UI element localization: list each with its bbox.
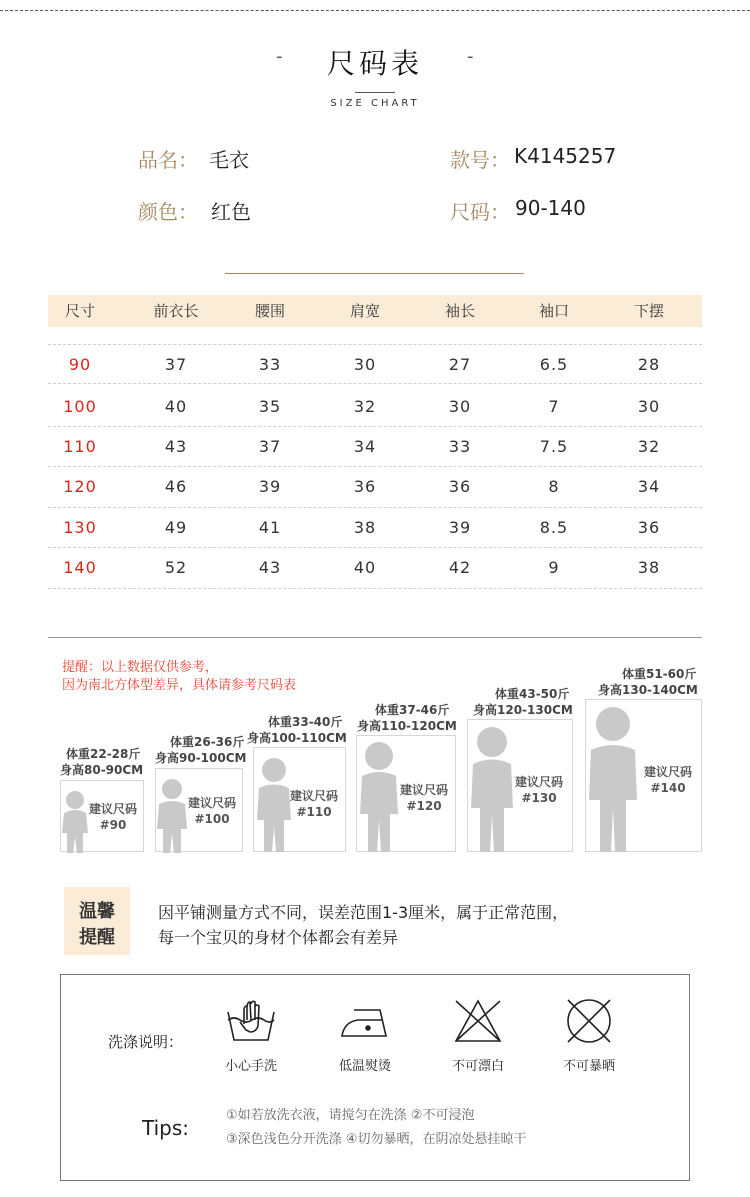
color-value: 红色 xyxy=(211,200,251,224)
height-label: 身高130-140CM xyxy=(598,683,698,697)
header-waist: 腰围 xyxy=(254,302,285,320)
color-label: 颜色： xyxy=(138,200,198,224)
section-divider xyxy=(225,273,524,274)
table-cell-size: 110 xyxy=(63,437,97,456)
weight-label: 体重22-28斤 xyxy=(66,747,141,761)
table-cell: 34 xyxy=(353,437,377,456)
product-name-value: 毛衣 xyxy=(209,148,249,172)
care-caption-no-bleach: 不可漂白 xyxy=(451,1059,504,1074)
card-advice: 建议尺码 xyxy=(514,775,563,789)
size-card-130 xyxy=(467,719,573,852)
table-cell: 7.5 xyxy=(539,437,569,456)
row-divider xyxy=(48,383,702,384)
table-cell: 43 xyxy=(164,437,188,456)
table-cell: 33 xyxy=(448,437,472,456)
table-row xyxy=(48,355,702,377)
header-shoulder: 肩宽 xyxy=(349,302,380,320)
warm-reminder-text2: 每一个宝贝的身材个体都会有差异 xyxy=(158,928,399,947)
table-cell: 30 xyxy=(637,397,661,416)
page-title: 尺码表 xyxy=(326,47,423,80)
table-cell: 33 xyxy=(258,355,282,374)
card-advice: 建议尺码 xyxy=(88,802,137,816)
title-underline xyxy=(355,92,395,93)
weight-label: 体重33-40斤 xyxy=(268,715,343,729)
header-hem: 下摆 xyxy=(633,302,664,320)
title-dash-right: - xyxy=(467,46,474,67)
reference-note-line2: 因为南北方体型差异，具体请参考尺码表 xyxy=(62,678,297,693)
low-iron-icon xyxy=(340,1004,392,1040)
top-dashed-line xyxy=(0,10,750,11)
table-row xyxy=(48,518,702,540)
card-size: #120 xyxy=(406,799,442,813)
reference-note-line1: 提醒：以上数据仅供参考， xyxy=(62,660,219,675)
product-name-label: 品名： xyxy=(138,148,198,172)
table-cell: 32 xyxy=(637,437,661,456)
card-size: #90 xyxy=(99,818,127,832)
table-cell: 37 xyxy=(258,437,282,456)
table-cell: 43 xyxy=(258,558,282,577)
header-size: 尺寸 xyxy=(64,302,95,320)
table-cell-size: 120 xyxy=(63,477,97,496)
row-divider xyxy=(48,426,702,427)
style-number-label: 款号： xyxy=(450,148,510,172)
size-card-100 xyxy=(155,768,243,852)
row-divider xyxy=(48,588,702,589)
table-cell: 42 xyxy=(448,558,472,577)
table-cell: 9 xyxy=(548,558,560,577)
table-cell: 39 xyxy=(448,518,472,537)
height-label: 身高110-120CM xyxy=(357,719,457,733)
card-size: #130 xyxy=(521,791,557,805)
header-sleeve-length: 袖长 xyxy=(444,302,475,320)
size-range-value: 90-140 xyxy=(515,196,586,220)
table-cell: 7 xyxy=(548,397,560,416)
table-cell: 46 xyxy=(164,477,188,496)
table-cell-size: 100 xyxy=(63,397,97,416)
care-caption-low-iron: 低温熨烫 xyxy=(338,1059,391,1074)
row-divider xyxy=(48,344,702,345)
warm-reminder-line2: 提醒 xyxy=(79,927,115,948)
warm-reminder-text1: 因平铺测量方式不同，误差范围1-3厘米，属于正常范围， xyxy=(158,903,569,922)
weight-label: 体重26-36斤 xyxy=(170,735,245,749)
table-cell: 28 xyxy=(637,355,661,374)
warm-reminder-badge xyxy=(64,887,130,955)
table-cell: 49 xyxy=(164,518,188,537)
height-label: 身高120-130CM xyxy=(473,703,573,717)
card-advice: 建议尺码 xyxy=(187,796,236,810)
style-number-value: K4145257 xyxy=(514,144,617,168)
card-advice: 建议尺码 xyxy=(289,789,338,803)
title-dash-left: - xyxy=(276,46,283,67)
weight-label: 体重43-50斤 xyxy=(495,687,570,701)
table-cell: 36 xyxy=(353,477,377,496)
table-cell: 27 xyxy=(448,355,472,374)
row-divider xyxy=(48,507,702,508)
child-silhouette-icon xyxy=(588,704,638,852)
card-size: #110 xyxy=(296,805,332,819)
table-cell: 40 xyxy=(353,558,377,577)
care-label: 洗涤说明： xyxy=(108,1033,184,1051)
table-cell: 35 xyxy=(258,397,282,416)
table-cell: 39 xyxy=(258,477,282,496)
page-subtitle: SIZE CHART xyxy=(330,98,420,109)
table-cell: 36 xyxy=(448,477,472,496)
row-divider xyxy=(48,466,702,467)
height-label: 身高100-110CM xyxy=(247,731,347,745)
tips-line1: ①如若放洗衣液，请搅匀在洗涤 ②不可浸泡 xyxy=(226,1108,475,1123)
table-cell: 30 xyxy=(448,397,472,416)
table-cell: 37 xyxy=(164,355,188,374)
row-divider xyxy=(48,547,702,548)
weight-label: 体重37-46斤 xyxy=(375,703,450,717)
no-tumble-dry-icon xyxy=(564,996,614,1046)
card-advice: 建议尺码 xyxy=(643,765,692,779)
table-cell: 41 xyxy=(258,518,282,537)
height-label: 身高80-90CM xyxy=(60,763,144,777)
table-row xyxy=(48,437,702,459)
table-row xyxy=(48,477,702,499)
size-card-140 xyxy=(585,699,702,852)
hand-wash-icon xyxy=(224,998,278,1044)
section-divider-grey xyxy=(48,637,702,638)
header-front-length: 前衣长 xyxy=(153,302,199,320)
table-cell-size: 90 xyxy=(68,355,92,374)
size-card-90 xyxy=(60,780,144,852)
size-range-label: 尺码： xyxy=(450,200,510,224)
size-card-120 xyxy=(356,735,456,852)
tips-label: Tips: xyxy=(142,1116,190,1140)
height-label: 身高90-100CM xyxy=(155,751,247,765)
table-cell: 38 xyxy=(353,518,377,537)
table-cell: 6.5 xyxy=(539,355,569,374)
card-advice: 建议尺码 xyxy=(399,783,448,797)
table-row xyxy=(48,558,702,580)
table-row xyxy=(48,397,702,419)
card-size: #140 xyxy=(650,781,686,795)
table-cell: 34 xyxy=(637,477,661,496)
header-cuff: 袖口 xyxy=(538,302,569,320)
tips-line2: ③深色浅色分开洗涤 ④切勿暴晒，在阴凉处悬挂晾干 xyxy=(226,1132,527,1147)
size-table-header xyxy=(48,295,702,327)
warm-reminder-line1: 温馨 xyxy=(79,901,115,922)
table-cell: 38 xyxy=(637,558,661,577)
table-cell: 8.5 xyxy=(539,518,569,537)
table-cell-size: 140 xyxy=(63,558,97,577)
care-caption-hand-wash: 小心手洗 xyxy=(224,1059,277,1074)
table-cell: 30 xyxy=(353,355,377,374)
table-cell-size: 130 xyxy=(63,518,97,537)
no-bleach-icon xyxy=(452,997,504,1045)
table-cell: 32 xyxy=(353,397,377,416)
size-card-110 xyxy=(253,747,346,852)
table-cell: 52 xyxy=(164,558,188,577)
weight-label: 体重51-60斤 xyxy=(622,667,697,681)
table-cell: 8 xyxy=(548,477,560,496)
table-cell: 36 xyxy=(637,518,661,537)
card-size: #100 xyxy=(194,812,230,826)
care-caption-no-sun: 不可暴晒 xyxy=(562,1059,615,1074)
table-cell: 40 xyxy=(164,397,188,416)
